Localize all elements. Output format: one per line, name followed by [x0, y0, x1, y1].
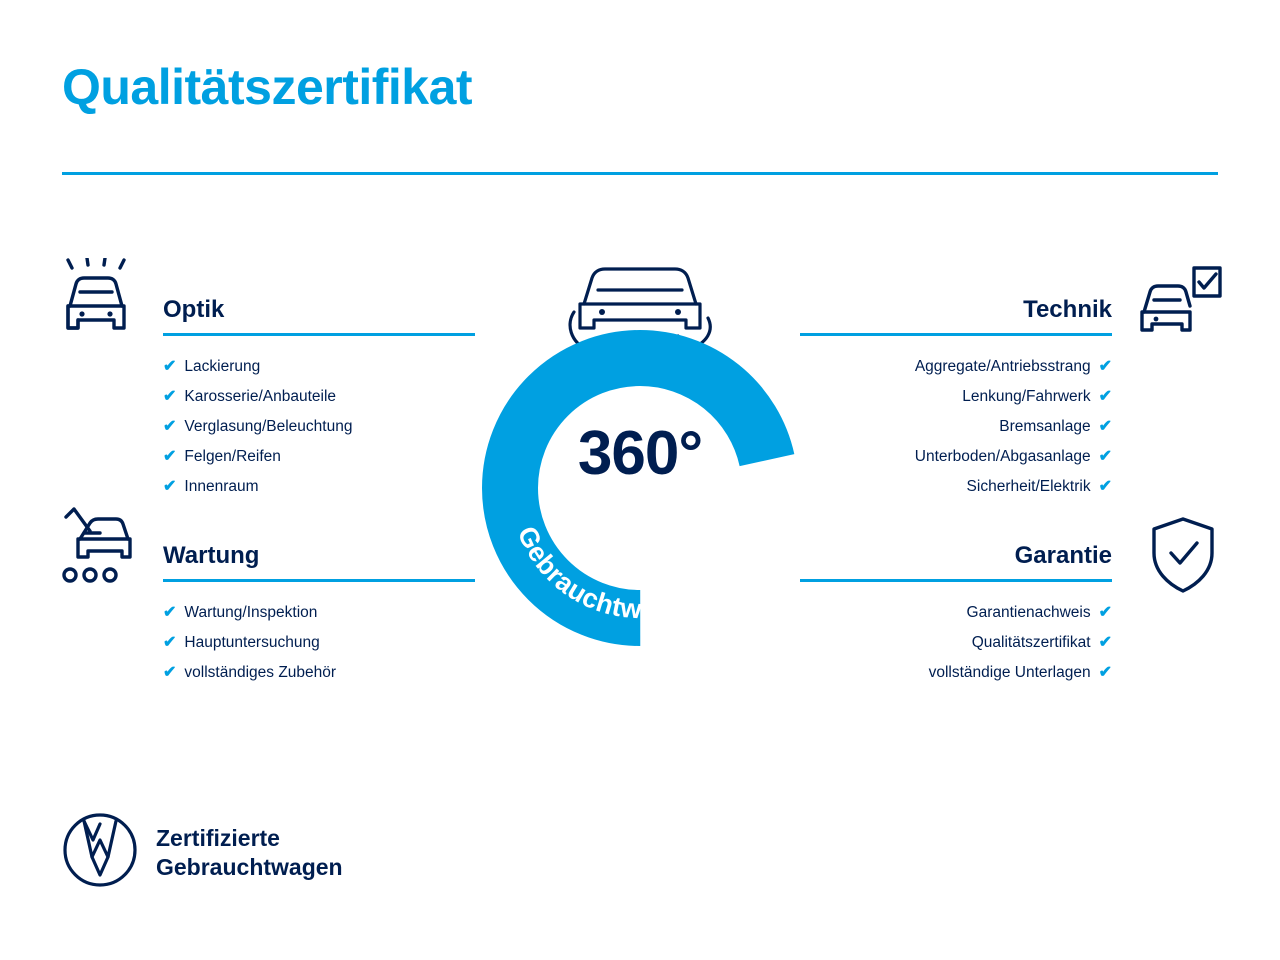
footer-line-2: Gebrauchtwagen: [156, 853, 343, 880]
title-divider: [62, 172, 1218, 175]
check-icon: ✔: [163, 634, 177, 651]
page-title: Qualitätszertifikat: [62, 59, 473, 115]
footer-line-1: Zertifizierte: [156, 824, 280, 851]
list-item: [800, 352, 1112, 382]
list-item-label: vollständige Unterlagen: [928, 664, 1091, 681]
list-item-label: Felgen/Reifen: [184, 448, 281, 465]
list-item: [800, 628, 1112, 658]
list-item-label: Unterboden/Abgasanlage: [914, 448, 1091, 465]
section-technik: [800, 298, 1112, 502]
check-icon: ✔: [1098, 388, 1112, 405]
section-garantie: [800, 544, 1112, 688]
list-item-label: Garantienachweis: [966, 604, 1091, 621]
section-garantie-items: [800, 598, 1112, 688]
vw-logo-icon: [62, 812, 138, 893]
check-icon: ✔: [1098, 664, 1112, 681]
check-icon: ✔: [163, 358, 177, 375]
shield-check-icon: [1148, 515, 1218, 600]
car-lift-icon: [60, 505, 142, 594]
check-icon: ✔: [1098, 358, 1112, 375]
degrees-label: 360°: [577, 419, 703, 488]
car-checklist-icon: [1140, 262, 1224, 351]
list-item-label: Bremsanlage: [999, 418, 1091, 435]
footer-brand: [62, 812, 343, 893]
section-wartung-items: [163, 598, 475, 688]
list-item-label: Lenkung/Fahrwerk: [962, 388, 1091, 405]
list-item: [800, 382, 1112, 412]
check-icon: ✔: [163, 604, 177, 621]
check-icon: ✔: [1098, 604, 1112, 621]
list-item-label: Qualitätszertifikat: [971, 634, 1091, 651]
arc-label: Gebrauchtwagen-Check: [511, 521, 769, 625]
list-item-label: Sicherheit/Elektrik: [966, 478, 1091, 495]
section-wartung: [163, 544, 475, 688]
list-item: [800, 442, 1112, 472]
list-item: [163, 658, 475, 688]
section-garantie-heading: Garantie: [800, 544, 1112, 582]
list-item: [163, 352, 475, 382]
list-item: [163, 598, 475, 628]
check-badge: [462, 250, 818, 650]
list-item: [800, 472, 1112, 502]
section-optik-items: [163, 352, 475, 502]
list-item-label: Wartung/Inspektion: [184, 604, 318, 621]
list-item: [800, 598, 1112, 628]
section-optik: [163, 298, 475, 502]
section-technik-heading: Technik: [800, 298, 1112, 336]
section-wartung-heading: Wartung: [163, 544, 475, 582]
footer-text: [156, 824, 343, 882]
check-icon: ✔: [1098, 418, 1112, 435]
list-item: [800, 658, 1112, 688]
check-icon: ✔: [1098, 478, 1112, 495]
list-item-label: Verglasung/Beleuchtung: [184, 418, 353, 435]
list-item: [163, 628, 475, 658]
list-item: [163, 442, 475, 472]
list-item: [163, 412, 475, 442]
check-icon: ✔: [163, 448, 177, 465]
section-technik-items: [800, 352, 1112, 502]
check-icon: ✔: [163, 664, 177, 681]
section-optik-heading: Optik: [163, 298, 475, 336]
list-item-label: vollständiges Zubehör: [184, 664, 337, 681]
list-item: [163, 472, 475, 502]
list-item-label: Aggregate/Antriebsstrang: [914, 358, 1091, 375]
check-icon: ✔: [1098, 634, 1112, 651]
list-item-label: Hauptuntersuchung: [184, 634, 320, 651]
check-icon: ✔: [163, 388, 177, 405]
list-item: [800, 412, 1112, 442]
check-icon: ✔: [1098, 448, 1112, 465]
list-item: [163, 382, 475, 412]
list-item-label: Lackierung: [184, 358, 261, 375]
list-item-label: Innenraum: [184, 478, 259, 495]
check-icon: ✔: [163, 478, 177, 495]
car-wash-icon: [60, 258, 142, 347]
check-icon: ✔: [163, 418, 177, 435]
list-item-label: Karosserie/Anbauteile: [184, 388, 337, 405]
